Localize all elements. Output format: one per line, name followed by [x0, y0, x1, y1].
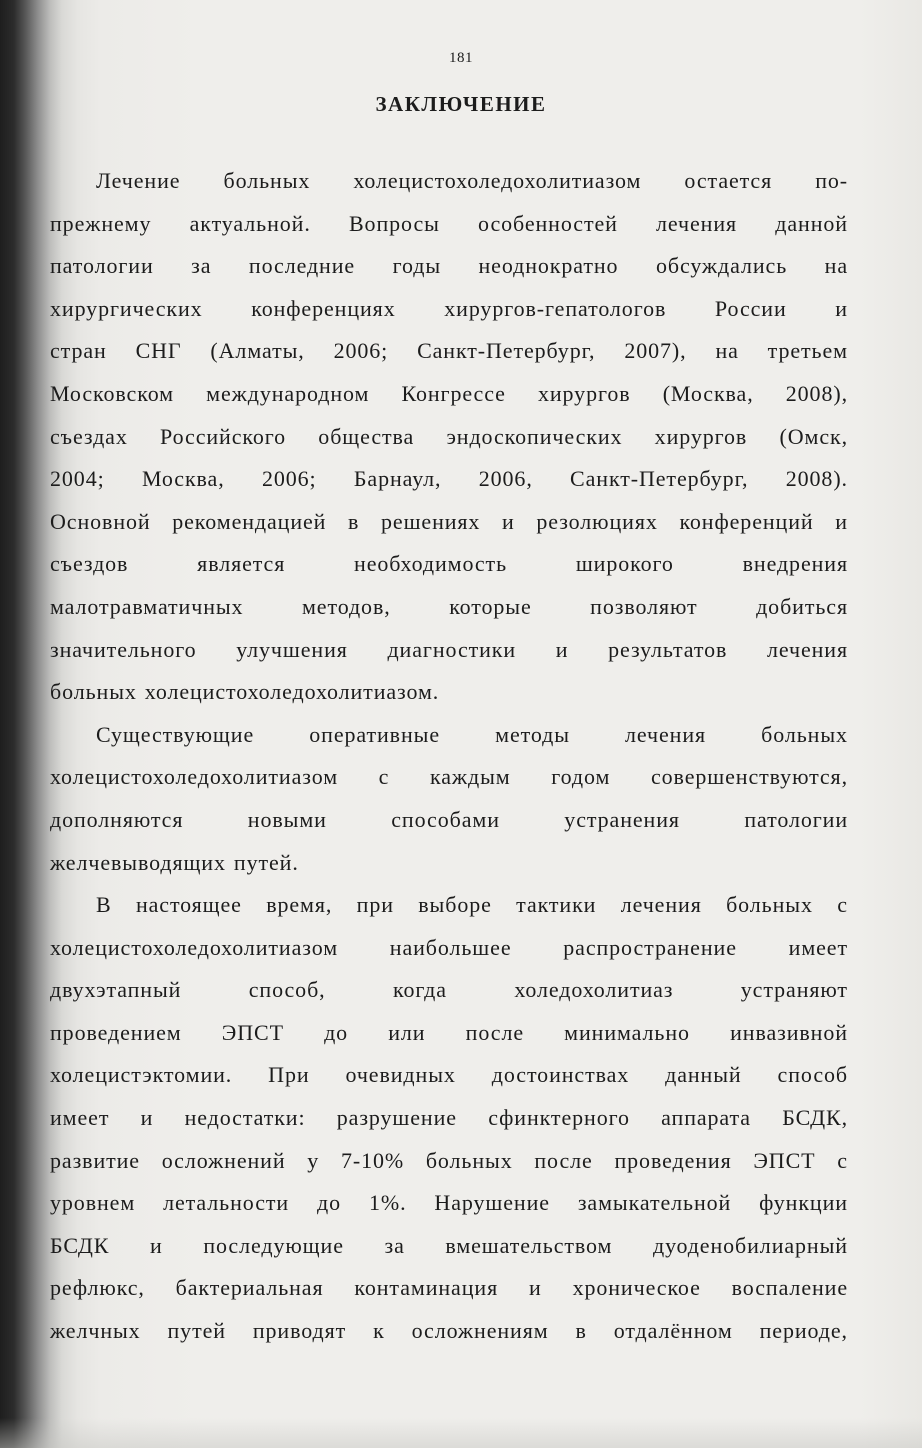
word: стран — [50, 338, 107, 364]
word: Нарушение — [434, 1190, 550, 1216]
text-line — [50, 629, 848, 672]
word: и — [528, 1275, 542, 1301]
text-line — [50, 1012, 848, 1055]
word: общества — [318, 423, 415, 449]
text-line — [50, 501, 848, 544]
word: холедохолитиаз — [514, 977, 674, 1003]
word: с — [837, 892, 848, 918]
word: внедрения — [742, 551, 848, 577]
word: хирургических — [50, 295, 203, 321]
word: способ, — [248, 977, 326, 1003]
word: минимально — [564, 1019, 690, 1045]
word: которые — [449, 593, 532, 619]
word: разрушение — [336, 1105, 457, 1131]
word: выборе — [418, 892, 492, 918]
word: замыкательной — [577, 1190, 732, 1216]
word: ЭПСТ — [753, 1147, 816, 1173]
word: каждым — [430, 764, 511, 790]
text-line — [50, 671, 848, 714]
word: тактики — [516, 892, 597, 918]
word: периоде, — [759, 1318, 848, 1344]
word: и — [555, 636, 569, 662]
word: и — [140, 1105, 154, 1131]
word: остается — [684, 168, 773, 193]
text-line — [50, 927, 848, 970]
word: эндоскопических — [446, 423, 623, 449]
word: СНГ — [135, 338, 182, 364]
text-line — [50, 1225, 848, 1268]
word: актуальной. — [189, 210, 311, 236]
word: в — [575, 1318, 587, 1344]
word: способами — [391, 806, 500, 832]
word: широкого — [575, 551, 674, 577]
word: больных — [223, 168, 311, 193]
word: (Алматы, — [210, 338, 305, 364]
word: больных — [761, 721, 848, 747]
word: путей. — [233, 849, 299, 875]
word: желчевыводящих — [50, 849, 226, 875]
word: обсуждались — [655, 253, 788, 279]
word: годы — [392, 253, 441, 279]
word: В — [96, 892, 112, 918]
word: Санкт-Петербург, — [570, 466, 749, 492]
word: улучшения — [236, 636, 348, 662]
word: при — [356, 892, 394, 918]
word: распространение — [563, 934, 737, 960]
text-line — [50, 288, 848, 331]
word: холецистохоледохолитиазом. — [144, 679, 440, 705]
word: Существующие — [96, 721, 255, 747]
word: инвазивной — [730, 1019, 848, 1045]
word: 2006; — [333, 338, 389, 364]
word: 2004; — [50, 466, 105, 492]
word: дуоденобилиарный — [653, 1232, 848, 1258]
word: Основной — [50, 508, 151, 534]
word: по- — [815, 168, 848, 193]
word: съездах — [50, 423, 128, 449]
word: патологии — [744, 806, 848, 832]
word: Лечение — [96, 168, 181, 193]
word: патологии — [50, 253, 154, 279]
word: на — [715, 338, 739, 364]
text-line — [50, 756, 848, 799]
word: неоднократно — [478, 253, 619, 279]
word: и — [502, 508, 515, 534]
word: когда — [392, 977, 447, 1003]
word: больных — [425, 1147, 513, 1173]
word: данный — [665, 1062, 742, 1088]
word: лечения — [620, 892, 702, 918]
word: функции — [759, 1190, 848, 1216]
word: конференций — [679, 508, 814, 534]
word: холецистохоледохолитиазом — [50, 764, 339, 790]
word: 2008), — [785, 380, 848, 406]
word: диагностики — [387, 636, 517, 662]
page-number: 181 — [449, 50, 473, 66]
word: настоящее — [135, 892, 242, 918]
word: Москва, — [141, 466, 225, 492]
word: Барнаул, — [353, 466, 442, 492]
word: отдалённом — [613, 1318, 733, 1344]
text-line — [50, 416, 848, 459]
word: контаминация — [354, 1275, 499, 1301]
word: осложнений — [161, 1147, 286, 1173]
word: 2006, — [478, 466, 533, 492]
word: лечения — [766, 636, 848, 662]
text-line — [50, 1140, 848, 1183]
page-heading: ЗАКЛЮЧЕНИЕ — [375, 92, 547, 116]
word: хирургов-гепатологов — [444, 295, 667, 321]
word: значительного — [50, 636, 197, 662]
word: аппарата — [661, 1105, 751, 1131]
word: Конгрессе — [401, 380, 506, 406]
word: конференциях — [251, 295, 396, 321]
word: Санкт-Петербург, — [417, 338, 596, 364]
text-line — [50, 373, 848, 416]
word: последующие — [203, 1232, 344, 1258]
text-line — [50, 245, 848, 288]
word: Московском — [50, 380, 174, 406]
text-line — [50, 969, 848, 1012]
word: ЭПСТ — [221, 1019, 284, 1045]
word: (Москва, — [662, 380, 754, 406]
text-line — [50, 799, 848, 842]
word: рекомендацией — [172, 508, 327, 534]
word: у — [307, 1147, 320, 1173]
word: путей — [167, 1318, 226, 1344]
word: наибольшее — [389, 934, 512, 960]
text-line — [50, 586, 848, 629]
word: методы — [495, 721, 570, 747]
word: хирургов — [537, 380, 631, 406]
word: необходимость — [354, 551, 508, 577]
word: новыми — [247, 806, 327, 832]
word: годом — [551, 764, 611, 790]
word: осложнениям — [411, 1318, 549, 1344]
word: время, — [266, 892, 333, 918]
word: с — [837, 1147, 848, 1173]
word: в — [348, 508, 360, 534]
word: Российского — [160, 423, 287, 449]
text-line — [50, 1182, 848, 1225]
word: совершенствуются, — [650, 764, 848, 790]
word: 2008). — [785, 466, 848, 492]
word: решениях — [381, 508, 481, 534]
word: лечения — [625, 721, 707, 747]
body-text — [50, 160, 848, 1353]
text-line — [50, 330, 848, 373]
word: хроническое — [572, 1275, 701, 1301]
word: приводят — [252, 1318, 347, 1344]
text-line — [50, 1267, 848, 1310]
word: рефлюкс, — [50, 1275, 145, 1301]
text-line — [50, 458, 848, 501]
text-line — [50, 543, 848, 586]
word: данной — [775, 210, 848, 236]
word: и — [835, 508, 848, 534]
word: очевидных — [345, 1062, 456, 1088]
word: на — [824, 253, 848, 279]
word: холецистэктомии. — [50, 1062, 233, 1088]
word: лечения — [656, 210, 738, 236]
word: добиться — [756, 593, 848, 619]
word: (Омск, — [779, 423, 848, 449]
word: больных — [50, 679, 137, 705]
word: 7-10% — [340, 1147, 405, 1173]
word: 2007), — [624, 338, 687, 364]
word: России — [714, 295, 787, 321]
word: недостатки: — [184, 1105, 306, 1131]
word: имеет — [788, 934, 848, 960]
word: резолюциях — [536, 508, 658, 534]
text-line — [50, 1097, 848, 1140]
scan-bottom-shade — [0, 1418, 922, 1448]
word: бактериальная — [175, 1275, 324, 1301]
word: БСДК — [50, 1232, 110, 1258]
word: холецистохоледохолитиазом — [50, 934, 339, 960]
word: съездов — [50, 551, 129, 577]
word: уровнем — [50, 1190, 136, 1216]
text-line — [50, 1310, 848, 1353]
word: двухэтапный — [50, 977, 182, 1003]
word: устранения — [564, 806, 680, 832]
word: сфинктерного — [488, 1105, 630, 1131]
word: больных — [726, 892, 813, 918]
text-line — [50, 203, 848, 246]
word: воспаление — [731, 1275, 848, 1301]
word: позволяют — [590, 593, 698, 619]
word: желчных — [50, 1318, 141, 1344]
word: за — [191, 253, 212, 279]
text-line — [50, 714, 848, 757]
word: хирургов — [654, 423, 748, 449]
word: последние — [248, 253, 356, 279]
word: и — [149, 1232, 163, 1258]
word: за — [384, 1232, 405, 1258]
word: особенностей — [478, 210, 618, 236]
word: с — [378, 764, 390, 790]
word: малотравматичных — [50, 593, 244, 619]
word: вмешательством — [445, 1232, 613, 1258]
word: способ — [777, 1062, 848, 1088]
text-line — [50, 160, 848, 203]
word: прежнему — [50, 210, 152, 236]
word: до — [324, 1019, 349, 1045]
word: является — [197, 551, 286, 577]
word: и — [835, 295, 848, 321]
text-line — [50, 842, 848, 885]
word: оперативные — [309, 721, 440, 747]
word: 2006; — [261, 466, 317, 492]
word: БСДК, — [782, 1105, 848, 1131]
word: до — [317, 1190, 342, 1216]
word: достоинствах — [491, 1062, 630, 1088]
text-line — [50, 1054, 848, 1097]
word: Вопросы — [348, 210, 440, 236]
word: имеет — [50, 1105, 110, 1131]
word: При — [268, 1062, 310, 1088]
word: дополняются — [50, 806, 184, 832]
word: после — [465, 1019, 524, 1045]
word: 1%. — [368, 1190, 407, 1216]
word: проведением — [50, 1019, 182, 1045]
word: к — [373, 1318, 385, 1344]
word: после — [534, 1147, 593, 1173]
word: летальности — [163, 1190, 290, 1216]
word: развитие — [50, 1147, 140, 1173]
word: международном — [206, 380, 370, 406]
text-line — [50, 884, 848, 927]
word: устраняют — [740, 977, 848, 1003]
word: третьем — [767, 338, 848, 364]
word: или — [388, 1019, 426, 1045]
word: методов, — [301, 593, 391, 619]
word: результатов — [608, 636, 728, 662]
word: холецистохоледохолитиазом — [353, 168, 642, 193]
word: проведения — [614, 1147, 732, 1173]
